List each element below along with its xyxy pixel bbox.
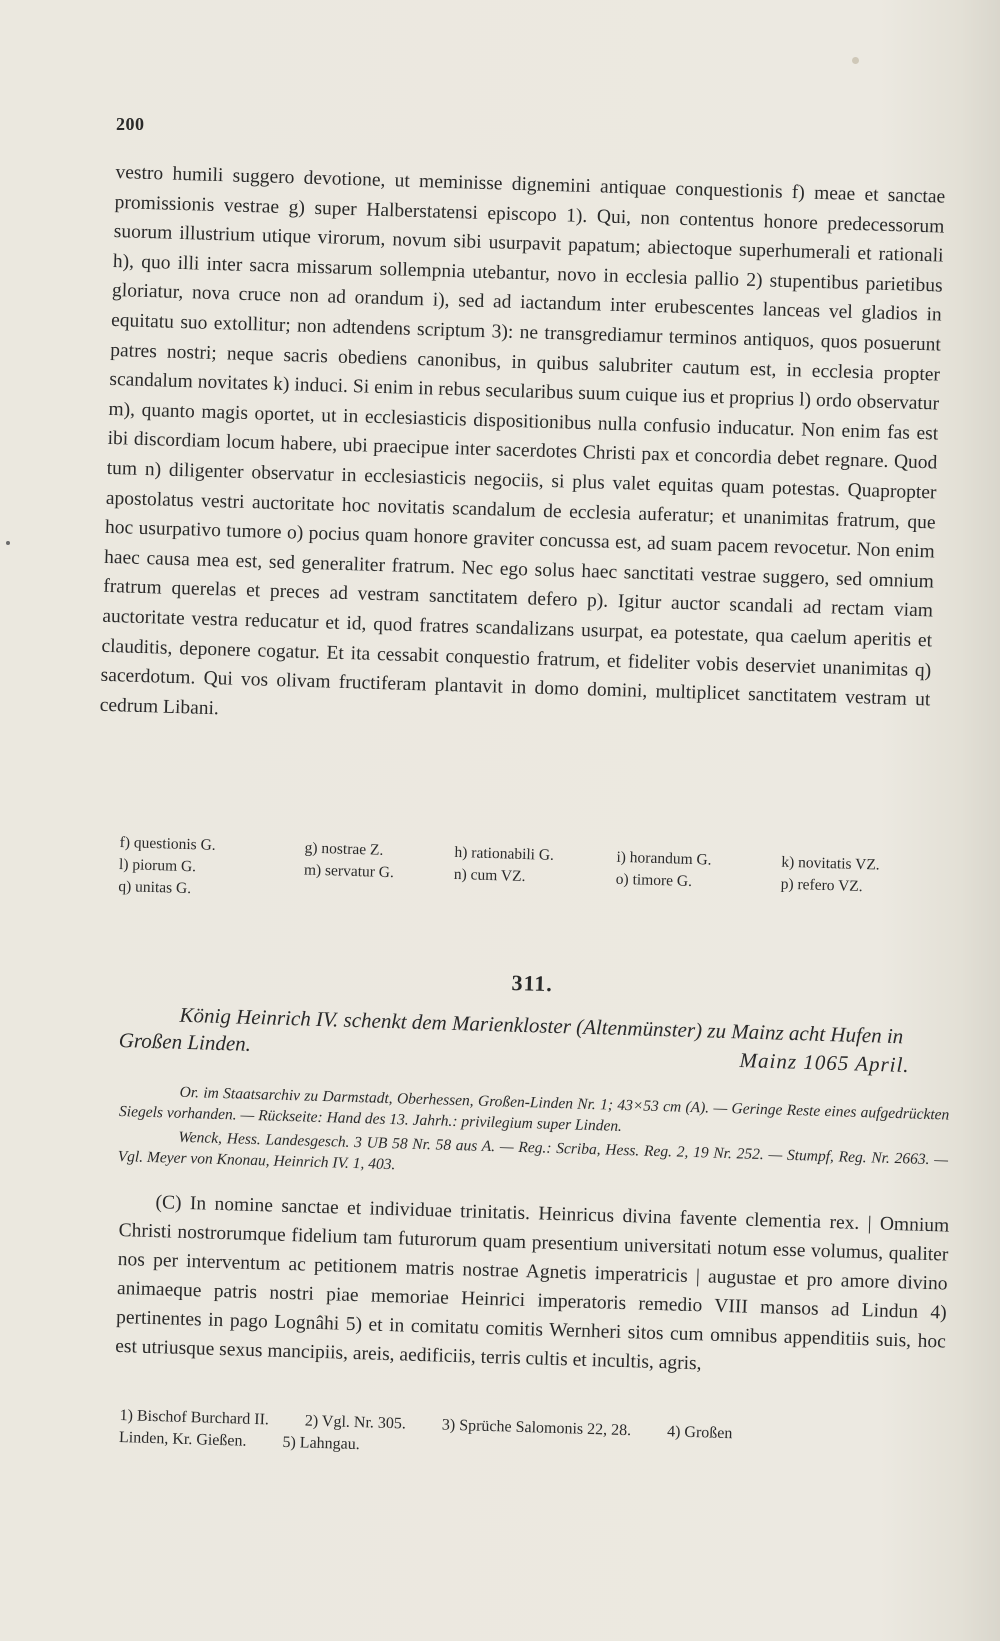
variant-note: g) nostrae Z. [304, 839, 384, 859]
page-number: 200 [116, 114, 145, 134]
variant-notes [118, 832, 952, 923]
variant-note: m) servatur G. [303, 861, 395, 882]
margin-dot [6, 541, 10, 545]
variant-note: i) horandum G. [616, 848, 712, 869]
footnote: 5) Lahngau. [282, 1433, 361, 1454]
variant-note: l) piorum G. [118, 855, 197, 876]
literature-note: Wenck, Hess. Landesgesch. 3 UB 58 Nr. 58 aus A. — Reg.: Scriba, Hess. Reg. 2, 19 Nr. 252. — Stumpf, Reg. Nr. 2663. — Vgl. Meyer von Knonau, Heinrich IV. 1, 403. [117, 1128, 949, 1174]
letter-body [99, 158, 945, 745]
tradition-note: Or. im Staatsarchiv zu Darmstadt, Oberhessen, Großen-Linden Nr. 1; 43×53 cm (A). — Geringe Reste eines aufgedrückten Siegels vorhanden. — Rückseite: Hand des 13. Jahrh.: privilegium super Linden. [118, 1083, 950, 1135]
letter-paragraph: vestro humili suggero devotione, ut meminisse dignemini antiquae conquestionis f) meae et sanctae promissionis vestrae g) super Halberstatensi episcopo 1). Qui, non contentus honore predecessorum suorum illustrium utique virorum, novum sibi usurpavit papatum; abiectoque superhumerali et rationali h), quo illi inter sacra missarum sollempnia utebantur, novo in ecclesia pallio 2) stupentibus parietibus gloriatur, nova cruce non ad orandum i), sed ad iactandum inter erubescentes lanceas vel gladios in equitatu suo extollitur; non adtendens scriptum 3): ne transgrediamur terminos antiquos, quos posuerunt patres nostri; neque sacris obediens canonibus, in quibus salubriter cautum est, in ecclesia propter scandalum novitates k) induci. Si enim in rebus secularibus suum cuique ius et proprius l) ordo observatur m), quanto magis oportet, ut in ecclesiasticis dispositionibus nulla confusio inducatur. Non enim fas est ibi discordiam locum habere, ubi praecipue inter sacerdotes Christi pax et concordia debet regnare. Quod tum n) diligenter observatur in ecclesiasticis negociis, si plus valet equitas quam potestas. Quapropter apostolatus vestri auctoritate hoc novitatis scandalum de ecclesia auferatur; et unanimitas fratrum, que hoc usurpativo tumore o) pocius quam honore graviter concussa est, ad suam pacem revocetur. Non enim haec causa mea est, sed generaliter fratrum. Nec ego solus haec sanctitati vestrae suggero, sed omnium fratrum querelas et preces ad vestram sanctitatem defero p). Igitur auctor scandali ad rectam viam auctoritate vestra reducatur et id, quod fratres scandalizans usurpat, ea potestate, qua caelum aperitis et clauditis, deponere cogatur. Et ita cessabit conquestio fratrum, et fideliter vobis deserviet unanimitas q) sacerdotum. Qui vos olivam fructiferam plantavit in domo domini, multiplicet sanctitatem vestram ut cedrum Libani. [99, 161, 946, 719]
footnote: 1) Bischof Burchard II. [119, 1406, 270, 1429]
page-smudge [852, 57, 859, 64]
footnotes [119, 1405, 950, 1474]
footnote: Linden, Kr. Gießen. [118, 1428, 247, 1450]
footnote: 4) Großen [666, 1423, 733, 1443]
footnote: 3) Sprüche Salomonis 22, 28. [441, 1416, 632, 1440]
footnote: 2) Vgl. Nr. 305. [304, 1412, 407, 1433]
charter-text [115, 1187, 950, 1386]
variant-note: f) questionis G. [119, 833, 216, 854]
variant-note: q) unitas G. [118, 877, 192, 898]
variant-note: n) cum VZ. [453, 865, 526, 886]
variant-note: h) rationabili G. [454, 843, 555, 864]
document-place-date: Mainz 1065 April. [739, 1048, 910, 1078]
variant-note: o) timore G. [615, 870, 693, 890]
variant-note: k) novitatis VZ. [781, 853, 880, 874]
document-number: 311. [511, 970, 554, 997]
charter-paragraph: (C) In nomine sanctae et individuae trinitatis. Heinricus divina favente clementia rex. | Omnium Christi nostrorumque fidelium tam futurorum quam presentium universitati notum esse volumus, qualiter nos per interventum ac petitionem matris nostrae Agnetis imperatricis | augustae et pro amore divino animaeque patris nostri piae memoriae Heinrici imperatoris remedio VIII mansos ad Lindun 4) pertinentes in pago Lognâhi 5) et in comitatu comitis Wernheri sitos cum omnibus appenditiis suis, hoc est utriusque sexus mancipiis, areis, aedificiis, terris cultis et incultis, agris, [114, 1192, 950, 1375]
document-summary: König Heinrich IV. schenkt dem Marienkloster (Altenmünster) zu Mainz acht Hufen in Großen Linden. [118, 1002, 904, 1056]
variant-note: p) refero VZ. [780, 875, 863, 896]
document-apparatus [117, 1080, 949, 1195]
